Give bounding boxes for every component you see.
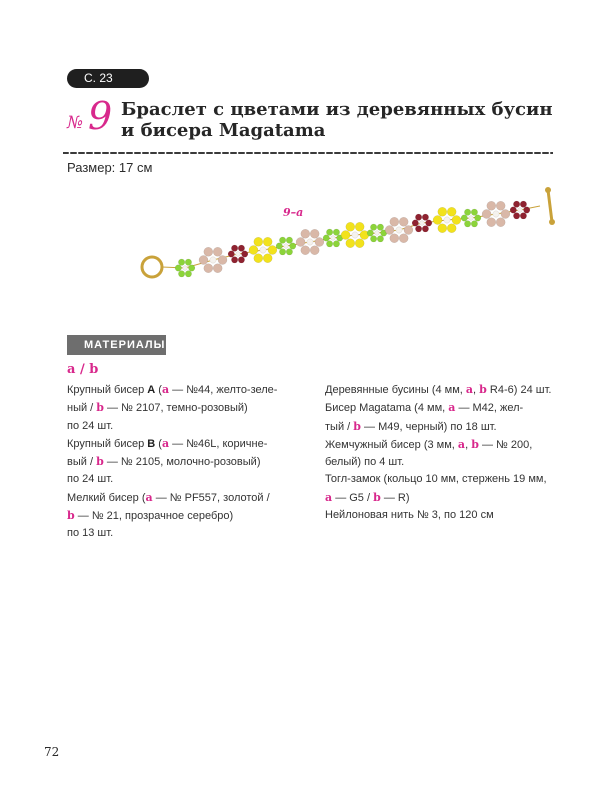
flower-center-bead	[260, 247, 266, 253]
flower-petal-bead	[178, 271, 184, 277]
flower-petal-bead	[333, 241, 339, 247]
material-line: Деревянные бусины (4 мм, a, b R4-6) 24 шт.	[325, 383, 552, 396]
flower-petal-bead	[326, 229, 332, 235]
toggle-clasp-ring	[142, 257, 162, 277]
title-line-1: Браслет с цветами из деревянных бусин	[121, 99, 553, 120]
flower-petal-bead	[178, 259, 184, 265]
flower-petal-bead	[377, 224, 383, 230]
flower-petal-bead	[501, 210, 510, 219]
flower-petal-bead	[438, 207, 447, 216]
flower-petal-bead	[310, 229, 319, 238]
toggle-bar-end	[545, 187, 551, 193]
flower-center-bead	[284, 244, 288, 248]
flower-petal-bead	[412, 220, 418, 226]
flower-petal-bead	[301, 246, 310, 255]
flower-petal-bead	[513, 213, 519, 219]
flower-petal-bead	[263, 237, 272, 246]
flower-petal-bead	[471, 209, 477, 215]
flower-petal-bead	[471, 221, 477, 227]
flower-petal-bead	[399, 234, 408, 243]
flower-petal-bead	[464, 221, 470, 227]
flower-petal-bead	[228, 251, 234, 257]
flower-petal-bead	[447, 224, 456, 233]
page-reference-badge: С. 23	[67, 69, 149, 88]
flower-petal-bead	[323, 235, 329, 241]
bracelet-illustration	[130, 180, 560, 290]
flower-petal-bead	[333, 229, 339, 235]
flower-petal-bead	[385, 226, 394, 235]
flower-petal-bead	[276, 243, 282, 249]
flower-petal-bead	[263, 254, 272, 263]
flower-petal-bead	[238, 245, 244, 251]
flower-petal-bead	[238, 257, 244, 263]
flower-petal-bead	[496, 201, 505, 210]
flower-petal-bead	[422, 226, 428, 232]
flower-petal-bead	[290, 243, 296, 249]
material-line: Жемчужный бисер (3 мм, a, b — № 200,	[325, 437, 533, 451]
flower-petal-bead	[482, 210, 491, 219]
flower-center-bead	[396, 227, 402, 233]
flower-petal-bead	[355, 239, 364, 248]
flower-petal-bead	[510, 207, 516, 213]
size-text: Размер: 17 см	[67, 160, 153, 175]
flower-petal-bead	[426, 220, 432, 226]
material-line: b — № 21, прозрачное серебро)	[67, 509, 234, 523]
toggle-clasp-bar	[548, 190, 552, 222]
flower-petal-bead	[520, 213, 526, 219]
materials-left-column	[67, 381, 307, 543]
flower-petal-bead	[254, 254, 263, 263]
flower-petal-bead	[520, 201, 526, 207]
flower-petal-bead	[301, 229, 310, 238]
flower-center-bead	[352, 232, 358, 238]
flower-petal-bead	[370, 236, 376, 242]
material-line: по 24 шт.	[67, 473, 114, 486]
flower-petal-bead	[231, 245, 237, 251]
figure-label: 9–a	[283, 206, 304, 219]
flower-petal-bead	[464, 209, 470, 215]
flower-petal-bead	[286, 249, 292, 255]
flower-petal-bead	[286, 237, 292, 243]
material-line: Мелкий бисер (a — № PF557, золотой /	[67, 490, 270, 504]
variants-heading: a / b	[67, 362, 99, 377]
flower-petal-bead	[199, 256, 208, 265]
title-line-2: и бисера Magatama	[121, 120, 326, 141]
flower-petal-bead	[447, 207, 456, 216]
toggle-bar-end	[549, 219, 555, 225]
flower-center-bead	[444, 217, 450, 223]
materials-heading: МАТЕРИАЛЫ	[67, 335, 166, 355]
flower-center-bead	[307, 239, 313, 245]
flower-petal-bead	[487, 218, 496, 227]
flower-petal-bead	[390, 234, 399, 243]
flower-petal-bead	[487, 201, 496, 210]
flower-petal-bead	[268, 246, 277, 255]
page-title	[121, 99, 561, 141]
material-line: вый / b — № 2105, молочно-розовый)	[67, 455, 261, 469]
flower-petal-bead	[496, 218, 505, 227]
flower-petal-bead	[399, 217, 408, 226]
item-number-label: №	[67, 113, 84, 133]
material-line: Крупный бисер B (a — №46L, коричне-	[67, 436, 268, 450]
flower-petal-bead	[296, 238, 305, 247]
material-line: Крупный бисер A (a — №44, желто-зеле-	[67, 383, 278, 396]
flower-petal-bead	[185, 271, 191, 277]
flower-petal-bead	[326, 241, 332, 247]
flower-center-bead	[493, 211, 499, 217]
flower-petal-bead	[231, 257, 237, 263]
flower-petal-bead	[475, 215, 481, 221]
flower-center-bead	[331, 236, 335, 240]
materials-right-column	[325, 381, 570, 524]
flower-petal-bead	[279, 237, 285, 243]
flower-petal-bead	[433, 216, 442, 225]
flower-center-bead	[183, 266, 187, 270]
flower-center-bead	[420, 221, 424, 225]
material-line: по 24 шт.	[67, 419, 114, 432]
material-line: белый) по 4 шт.	[325, 456, 405, 469]
material-line: тый / b — M49, черный) по 18 шт.	[325, 419, 497, 433]
flower-petal-bead	[185, 259, 191, 265]
flower-petal-bead	[279, 249, 285, 255]
flower-petal-bead	[390, 217, 399, 226]
flower-center-bead	[469, 216, 473, 220]
flower-petal-bead	[249, 246, 258, 255]
flower-petal-bead	[213, 247, 222, 256]
flower-petal-bead	[452, 216, 461, 225]
page-number: 72	[44, 745, 60, 759]
material-line: ный / b — № 2107, темно-розовый)	[67, 401, 248, 415]
flower-petal-bead	[415, 226, 421, 232]
flower-petal-bead	[189, 265, 195, 271]
flower-petal-bead	[524, 207, 530, 213]
flower-petal-bead	[422, 214, 428, 220]
flower-petal-bead	[346, 222, 355, 231]
flower-center-bead	[518, 208, 522, 212]
flower-petal-bead	[346, 239, 355, 248]
flower-petal-bead	[377, 236, 383, 242]
flower-petal-bead	[341, 231, 350, 240]
material-line: Нейлоновая нить № 3, по 120 см	[325, 509, 494, 522]
material-line: Тогл-замок (кольцо 10 мм, стержень 19 мм,	[325, 473, 547, 486]
flower-petal-bead	[461, 215, 467, 221]
flower-petal-bead	[310, 246, 319, 255]
flower-center-bead	[375, 231, 379, 235]
flower-petal-bead	[204, 264, 213, 273]
flower-petal-bead	[218, 256, 227, 265]
flower-petal-bead	[315, 238, 324, 247]
material-line: a — G5 / b — R)	[325, 490, 410, 504]
flower-petal-bead	[438, 224, 447, 233]
dashed-divider	[63, 148, 553, 158]
flower-center-bead	[210, 257, 216, 263]
flower-petal-bead	[513, 201, 519, 207]
item-number: 9	[88, 94, 113, 138]
flower-petal-bead	[370, 224, 376, 230]
flower-petal-bead	[355, 222, 364, 231]
flower-petal-bead	[404, 226, 413, 235]
flower-petal-bead	[213, 264, 222, 273]
flower-petal-bead	[242, 251, 248, 257]
flower-petal-bead	[175, 265, 181, 271]
flower-petal-bead	[415, 214, 421, 220]
flower-petal-bead	[254, 237, 263, 246]
flower-petal-bead	[367, 230, 373, 236]
material-line: по 13 шт.	[67, 527, 114, 540]
flower-petal-bead	[204, 247, 213, 256]
flower-center-bead	[236, 252, 240, 256]
material-line: Бисер Magatama (4 мм, a — M42, жел-	[325, 401, 524, 415]
